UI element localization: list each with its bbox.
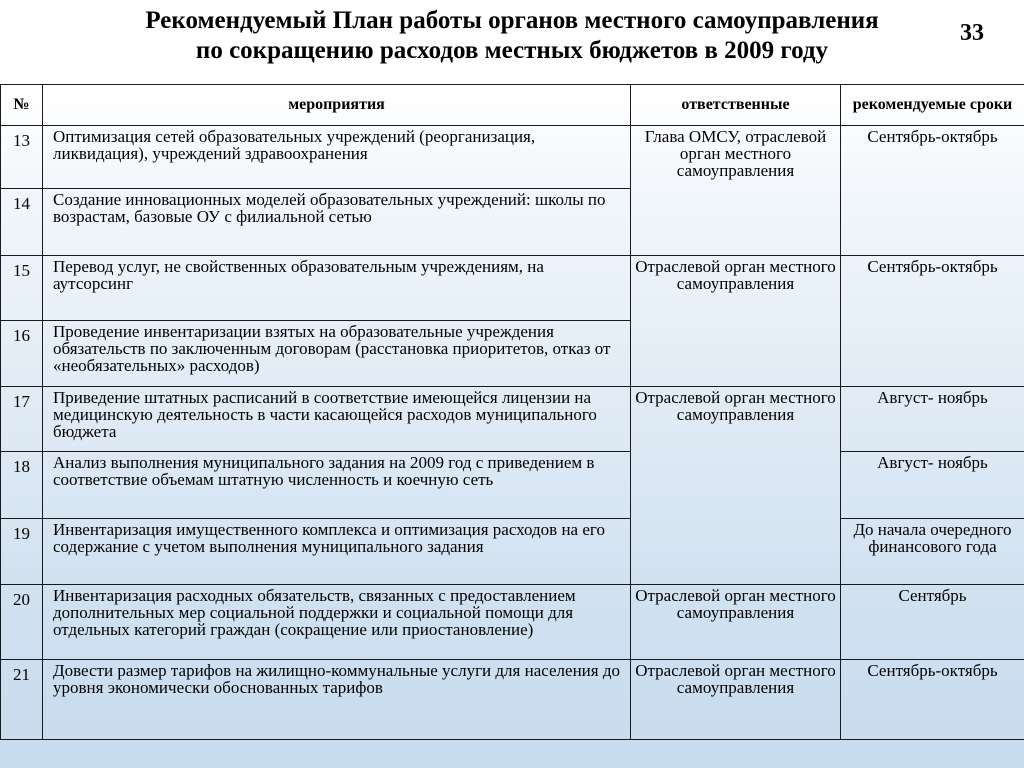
page-title — [0, 6, 1024, 66]
plan-table — [0, 84, 1024, 740]
responsible-cell: Отраслевой орган местного самоуправления — [631, 387, 841, 585]
table-row — [1, 387, 1024, 452]
table-row — [1, 452, 1024, 519]
term-cell: Сентябрь — [841, 585, 1024, 660]
header-terms: рекомендуемые сроки — [841, 85, 1024, 126]
activity-cell: Инвентаризация имущественного комплекса и оптимизация расходов на его содержание с учетом выполнения муниципального задания — [43, 519, 631, 585]
title-line-2: по сокращению расходов местных бюджетов в 2009 году — [195, 37, 829, 64]
table-header-row — [1, 85, 1024, 126]
responsible-cell: Глава ОМСУ, отраслевой орган местного самоуправления — [631, 126, 841, 256]
term-cell: Сентябрь-октябрь — [841, 126, 1024, 256]
term-cell: Сентябрь-октябрь — [841, 256, 1024, 387]
row-number: 21 — [1, 660, 43, 740]
row-number: 18 — [1, 452, 43, 519]
table-row — [1, 519, 1024, 585]
responsible-cell: Отраслевой орган местного самоуправления — [631, 256, 841, 387]
term-cell: Сентябрь-октябрь — [841, 660, 1024, 740]
activity-cell: Анализ выполнения муниципального задания на 2009 год с приведением в соответствие объемам штатную численность и коечную сеть — [43, 452, 631, 519]
term-cell: Август- ноябрь — [841, 387, 1024, 452]
activity-cell: Создание инновационных моделей образовательных учреждений: школы по возрастам, базовые ОУ с филиальной сетью — [43, 189, 631, 256]
header-activities: мероприятия — [43, 85, 631, 126]
activity-cell: Перевод услуг, не свойственных образовательным учреждениям, на аутсорсинг — [43, 256, 631, 321]
row-number: 17 — [1, 387, 43, 452]
table-row — [1, 256, 1024, 321]
row-number: 14 — [1, 189, 43, 256]
row-number: 19 — [1, 519, 43, 585]
responsible-cell: Отраслевой орган местного самоуправления — [631, 585, 841, 660]
row-number: 13 — [1, 126, 43, 189]
table-row — [1, 126, 1024, 189]
activity-cell: Оптимизация сетей образовательных учреждений (реорганизация, ликвидация), учреждений здравоохранения — [43, 126, 631, 189]
activity-cell: Довести размер тарифов на жилищно-коммунальные услуги для населения до уровня экономически обоснованных тарифов — [43, 660, 631, 740]
slide-number: 33 — [960, 20, 984, 46]
header-num: № — [1, 85, 43, 126]
responsible-cell: Отраслевой орган местного самоуправления — [631, 660, 841, 740]
row-number: 15 — [1, 256, 43, 321]
term-cell: До начала очередного финансового года — [841, 519, 1024, 585]
term-cell: Август- ноябрь — [841, 452, 1024, 519]
row-number: 20 — [1, 585, 43, 660]
row-number: 16 — [1, 321, 43, 387]
activity-cell: Приведение штатных расписаний в соответствие имеющейся лицензии на медицинскую деятельность в части касающейся расходов муниципального бюджета — [43, 387, 631, 452]
header-responsible: ответственные — [631, 85, 841, 126]
table-row — [1, 660, 1024, 740]
activity-cell: Инвентаризация расходных обязательств, связанных с предоставлением дополнительных мер социальной поддержки и социальной помощи для отдельных категорий граждан (сокращение или приостановление) — [43, 585, 631, 660]
table-row — [1, 585, 1024, 660]
activity-cell: Проведение инвентаризации взятых на образовательные учреждения обязательств по заключенным договорам (расстановка приоритетов, отказ от «необязательных» расходов) — [43, 321, 631, 387]
title-line-1: Рекомендуемый План работы органов местного самоуправления — [145, 7, 879, 34]
